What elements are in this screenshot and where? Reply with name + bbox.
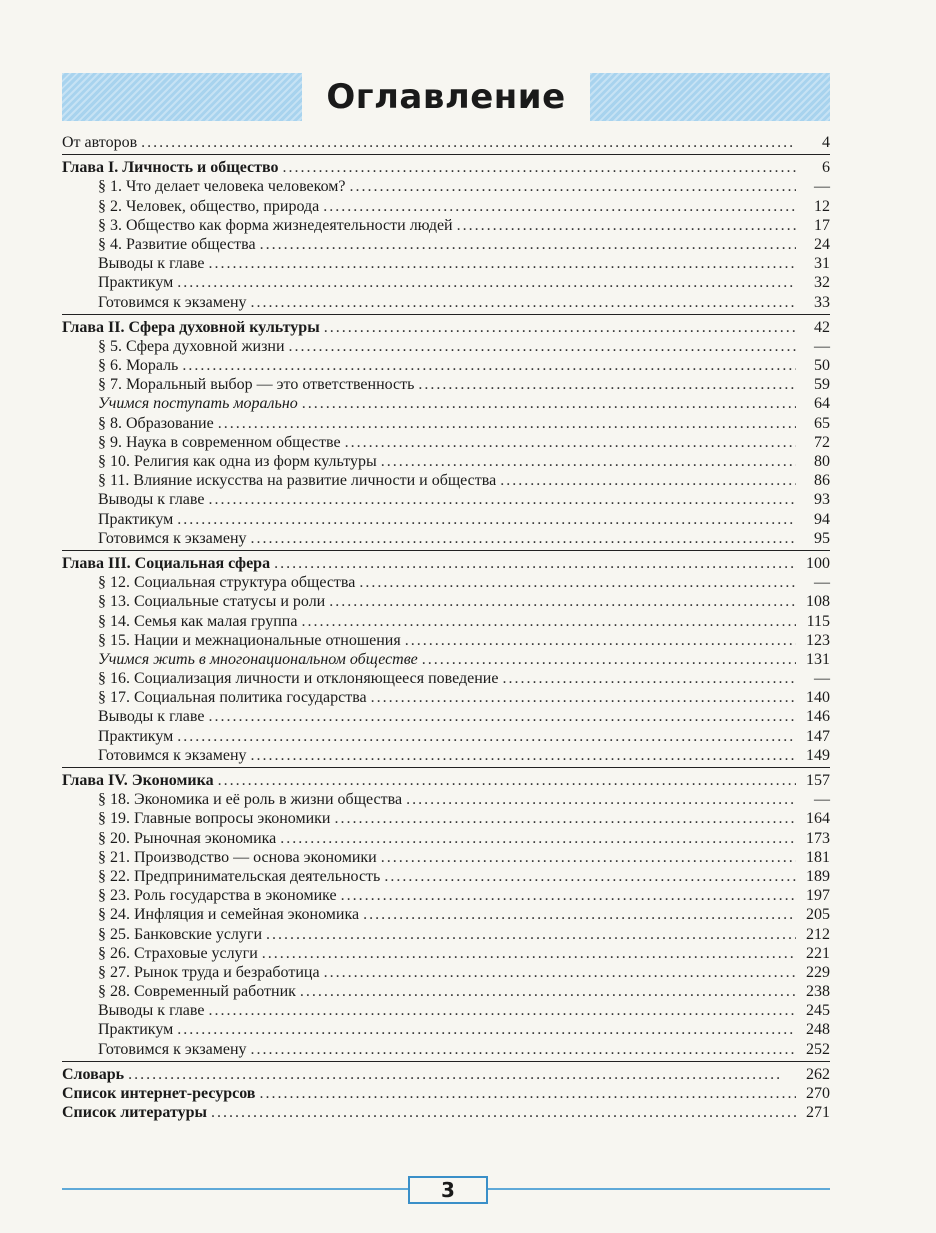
toc-leader-dots	[218, 414, 796, 433]
toc-leader-dots	[208, 1001, 796, 1020]
toc-entry-label: Глава IV. Экономика	[62, 772, 214, 789]
toc-leader-dots	[500, 471, 796, 490]
toc-leader-dots	[182, 356, 796, 375]
toc-entry-page: 248	[806, 1021, 830, 1039]
toc-leader-dots	[324, 318, 796, 337]
toc-entry-page: 50	[814, 357, 830, 375]
toc-entry-label: Практикум	[98, 510, 174, 528]
toc-entry-label: § 4. Развитие общества	[98, 235, 256, 253]
toc-entry-label: § 1. Что делает человека человеком?	[98, 178, 346, 196]
toc-entry[interactable]	[62, 177, 830, 196]
toc-entry-page: 157	[806, 772, 830, 789]
toc-leader-dots	[208, 490, 796, 509]
toc-entry-page: —	[814, 574, 830, 592]
toc-entry-page: 229	[806, 963, 830, 981]
toc-leader-dots	[345, 433, 796, 452]
toc-entry[interactable]	[62, 944, 830, 963]
toc-entry[interactable]	[62, 1040, 830, 1059]
toc-entry-label: § 27. Рынок труда и безработица	[98, 963, 320, 981]
toc-entry[interactable]	[62, 790, 830, 809]
toc-entry[interactable]	[62, 452, 830, 471]
toc-leader-dots	[381, 848, 796, 867]
toc-leader-dots	[177, 727, 796, 746]
toc-leader-dots	[302, 394, 796, 413]
toc-entry[interactable]	[62, 727, 830, 746]
toc-entry-label: § 20. Рыночная экономика	[98, 829, 277, 847]
toc-leader-dots	[381, 452, 796, 471]
toc-entry-label: Учимся поступать морально	[98, 395, 298, 413]
toc-entry-page: 147	[806, 727, 830, 745]
toc-entry-page: 65	[814, 414, 830, 432]
header-banner	[62, 73, 830, 123]
toc-entry-label: § 7. Моральный выбор — это ответственность	[98, 376, 415, 394]
toc-chapter-entry[interactable]	[62, 1084, 830, 1103]
chapter-separator	[62, 767, 830, 768]
toc-leader-dots	[177, 273, 796, 292]
toc-leader-dots	[259, 1084, 796, 1103]
toc-entry-page: 189	[806, 867, 830, 885]
toc-entry-page: —	[814, 337, 830, 355]
toc-entry-label: Учимся жить в многонациональном обществе	[98, 650, 418, 668]
toc-entry[interactable]	[62, 650, 830, 669]
toc-entry-page: 245	[806, 1002, 830, 1020]
toc-leader-dots	[384, 867, 796, 886]
toc-leader-dots	[218, 771, 796, 790]
toc-entry-label: § 24. Инфляция и семейная экономика	[98, 906, 360, 924]
toc-leader-dots	[283, 158, 796, 177]
toc-entry-page: 271	[806, 1104, 830, 1122]
toc-entry[interactable]	[62, 925, 830, 944]
toc-entry-label: § 2. Человек, общество, природа	[98, 197, 320, 215]
toc-leader-dots	[208, 254, 796, 273]
toc-leader-dots	[371, 688, 796, 707]
toc-leader-dots	[329, 592, 796, 611]
toc-entry-label: § 10. Религия как одна из форм культуры	[98, 453, 377, 470]
toc-entry-page: 24	[814, 235, 830, 253]
toc-entry-label: От авторов	[62, 134, 138, 151]
toc-leader-dots	[363, 905, 796, 924]
toc-entry[interactable]	[62, 433, 830, 452]
toc-entry[interactable]	[62, 573, 830, 592]
toc-leader-dots	[251, 746, 796, 765]
toc-entry-page: 64	[814, 395, 830, 413]
table-of-contents	[62, 133, 830, 1122]
toc-entry[interactable]	[62, 592, 830, 611]
toc-entry-page: —	[814, 178, 830, 196]
toc-entry-label: § 11. Влияние искусства на развитие личности и общества	[98, 472, 497, 490]
toc-entry[interactable]	[62, 982, 830, 1001]
toc-entry-label: § 17. Социальная политика государства	[98, 689, 367, 707]
toc-entry[interactable]	[62, 631, 830, 650]
toc-entry-label: Готовимся к экзамену	[98, 746, 247, 764]
toc-leader-dots	[251, 1040, 796, 1059]
toc-entry-label: § 28. Современный работник	[98, 983, 296, 1001]
toc-entry-page: 108	[806, 593, 830, 611]
toc-entry-label: § 6. Мораль	[98, 357, 179, 375]
toc-entry-label: § 12. Социальная структура общества	[98, 574, 356, 592]
toc-entry[interactable]	[62, 905, 830, 924]
toc-entry-page: 181	[806, 848, 830, 866]
toc-entry-page: 86	[814, 472, 830, 490]
toc-leader-dots	[324, 963, 796, 982]
toc-entry-label: § 14. Семья как малая группа	[98, 612, 298, 630]
toc-entry-label: Выводы к главе	[98, 1002, 205, 1020]
toc-entry-page: 93	[814, 491, 830, 509]
toc-leader-dots	[406, 790, 796, 809]
toc-leader-dots	[260, 235, 796, 254]
chapter-separator	[62, 550, 830, 551]
toc-entry-label: § 26. Страховые услуги	[98, 944, 258, 962]
toc-entry-label: Готовимся к экзамену	[98, 1040, 247, 1058]
toc-entry-label: Глава III. Социальная сфера	[62, 554, 271, 572]
toc-entry-label: Глава II. Сфера духовной культуры	[62, 318, 320, 336]
toc-entry-label: Практикум	[98, 1021, 174, 1039]
toc-entry-label: Список литературы	[62, 1104, 207, 1122]
toc-leader-dots	[422, 650, 796, 669]
toc-chapter-entry[interactable]	[62, 771, 830, 790]
toc-entry[interactable]	[62, 471, 830, 490]
toc-leader-dots	[274, 554, 796, 573]
toc-leader-dots	[177, 510, 796, 529]
toc-leader-dots	[128, 1065, 796, 1084]
toc-entry[interactable]	[62, 414, 830, 433]
toc-entry-page: 149	[806, 746, 830, 764]
toc-leader-dots	[289, 337, 796, 356]
toc-entry-page: 262	[806, 1065, 830, 1083]
toc-entry[interactable]	[62, 612, 830, 631]
toc-entry-page: 33	[814, 293, 830, 311]
toc-entry[interactable]	[62, 490, 830, 509]
toc-leader-dots	[251, 529, 796, 548]
chapter-separator	[62, 154, 830, 155]
toc-entry-label: § 16. Социализация личности и отклоняющееся поведение	[98, 670, 499, 688]
toc-leader-dots	[211, 1103, 796, 1122]
toc-leader-dots	[141, 133, 796, 152]
toc-entry-page: 205	[806, 906, 830, 924]
toc-entry[interactable]	[62, 707, 830, 726]
toc-entry-label: Готовимся к экзамену	[98, 529, 247, 547]
toc-entry-page: 31	[814, 255, 830, 273]
toc-entry-label: Готовимся к экзамену	[98, 293, 247, 311]
toc-entry-label: § 25. Банковские услуги	[98, 925, 263, 943]
toc-entry-label: § 22. Предпринимательская деятельность	[98, 867, 381, 885]
toc-entry-page: 131	[806, 650, 830, 668]
toc-entry-label: Список интернет-ресурсов	[62, 1085, 256, 1102]
toc-entry[interactable]	[62, 337, 830, 356]
toc-entry-page: 221	[806, 944, 830, 962]
toc-entry-page: 115	[806, 612, 830, 630]
toc-chapter-entry[interactable]	[62, 318, 830, 337]
toc-leader-dots	[341, 886, 796, 905]
toc-entry[interactable]	[62, 273, 830, 292]
toc-leader-dots	[502, 669, 796, 688]
chapter-separator	[62, 1061, 830, 1062]
toc-entry-page: 100	[806, 554, 830, 572]
toc-entry-page: 140	[806, 689, 830, 707]
toc-entry-page: 59	[814, 376, 830, 394]
toc-entry-page: 212	[806, 925, 830, 943]
toc-leader-dots	[457, 216, 796, 235]
toc-entry-label: § 18. Экономика и её роль в жизни общества	[98, 791, 403, 809]
toc-entry-label: Выводы к главе	[98, 255, 205, 273]
toc-entry-label: § 3. Общество как форма жизнедеятельности людей	[98, 216, 453, 234]
toc-entry-page: 164	[806, 810, 830, 828]
toc-entry[interactable]	[62, 1001, 830, 1020]
toc-entry-page: 270	[806, 1085, 830, 1102]
toc-entry-page: —	[814, 670, 830, 688]
toc-entry-page: 252	[806, 1040, 830, 1058]
toc-entry[interactable]	[62, 254, 830, 273]
toc-leader-dots	[323, 197, 796, 216]
toc-leader-dots	[334, 809, 796, 828]
toc-entry[interactable]	[62, 688, 830, 707]
toc-entry[interactable]	[62, 356, 830, 375]
toc-entry[interactable]	[62, 529, 830, 548]
toc-entry-page: 238	[806, 983, 830, 1001]
toc-leader-dots	[301, 612, 796, 631]
toc-entry[interactable]	[62, 510, 830, 529]
toc-entry[interactable]	[62, 963, 830, 982]
toc-entry-page: 94	[814, 510, 830, 528]
toc-leader-dots	[266, 925, 796, 944]
toc-entry-page: —	[814, 791, 830, 809]
toc-entry-page: 72	[814, 433, 830, 451]
toc-entry-page: 123	[806, 631, 830, 649]
toc-entry-label: Глава I. Личность и общество	[62, 159, 279, 177]
toc-entry[interactable]	[62, 829, 830, 848]
toc-chapter-entry[interactable]	[62, 133, 830, 152]
toc-entry[interactable]	[62, 394, 830, 413]
toc-entry[interactable]	[62, 886, 830, 905]
toc-entry-page: 4	[822, 134, 830, 151]
toc-entry[interactable]	[62, 197, 830, 216]
toc-entry[interactable]	[62, 1020, 830, 1039]
toc-chapter-entry[interactable]	[62, 158, 830, 177]
chapter-separator	[62, 314, 830, 315]
toc-leader-dots	[405, 631, 796, 650]
page-footer	[62, 1176, 830, 1202]
toc-entry-page: 146	[806, 708, 830, 726]
toc-entry-label: Выводы к главе	[98, 491, 205, 509]
toc-entry-label: § 8. Образование	[98, 414, 214, 432]
toc-entry-label: § 23. Роль государства в экономике	[98, 887, 337, 905]
toc-entry-label: § 21. Производство — основа экономики	[98, 848, 377, 866]
toc-entry-page: 197	[806, 887, 830, 905]
toc-entry-page: 6	[822, 159, 830, 177]
toc-entry[interactable]	[62, 746, 830, 765]
toc-entry-label: § 13. Социальные статусы и роли	[98, 593, 326, 611]
toc-chapter-entry[interactable]	[62, 554, 830, 573]
toc-entry-page: 80	[814, 453, 830, 470]
toc-leader-dots	[350, 177, 796, 196]
toc-leader-dots	[418, 375, 796, 394]
toc-leader-dots	[359, 573, 796, 592]
toc-entry[interactable]	[62, 375, 830, 394]
toc-entry[interactable]	[62, 669, 830, 688]
toc-leader-dots	[262, 944, 796, 963]
page-number: 3	[408, 1176, 488, 1204]
toc-leader-dots	[251, 293, 796, 312]
toc-leader-dots	[208, 707, 796, 726]
toc-entry-label: § 9. Наука в современном обществе	[98, 433, 341, 451]
page-title: Оглавление	[326, 77, 566, 117]
toc-entry[interactable]	[62, 848, 830, 867]
toc-entry-page: 32	[814, 274, 830, 292]
toc-entry-page: 95	[814, 529, 830, 547]
toc-entry-page: 12	[814, 197, 830, 215]
toc-leader-dots	[280, 829, 796, 848]
toc-entry-label: § 5. Сфера духовной жизни	[98, 337, 285, 355]
toc-leader-dots	[300, 982, 796, 1001]
toc-entry-label: Словарь	[62, 1065, 125, 1083]
toc-entry[interactable]	[62, 867, 830, 886]
toc-entry[interactable]	[62, 809, 830, 828]
toc-entry[interactable]	[62, 235, 830, 254]
toc-entry-label: Выводы к главе	[98, 708, 205, 726]
toc-chapter-entry[interactable]	[62, 1103, 830, 1122]
toc-entry-label: § 15. Нации и межнациональные отношения	[98, 631, 401, 649]
toc-chapter-entry[interactable]	[62, 1065, 830, 1084]
toc-entry[interactable]	[62, 216, 830, 235]
toc-entry-label: Практикум	[98, 274, 174, 292]
toc-entry-page: 173	[806, 829, 830, 847]
toc-entry-label: § 19. Главные вопросы экономики	[98, 810, 331, 828]
toc-entry[interactable]	[62, 293, 830, 312]
toc-entry-page: 42	[814, 318, 830, 336]
toc-leader-dots	[177, 1020, 796, 1039]
toc-entry-page: 17	[814, 216, 830, 234]
toc-entry-label: Практикум	[98, 727, 174, 745]
